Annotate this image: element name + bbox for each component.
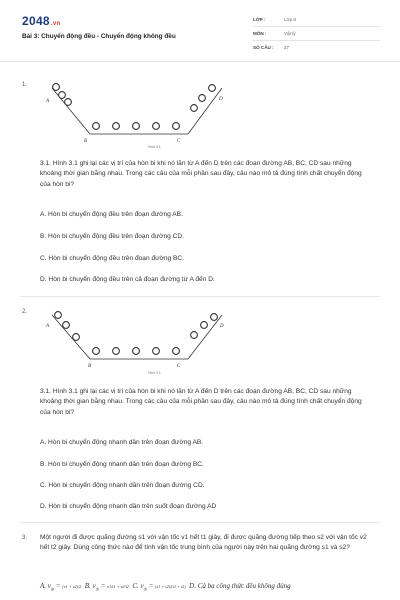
divider	[253, 26, 380, 27]
option-d[interactable]: D. Hòn bi chuyển động nhanh dần trên suốt đoạn đường AD	[40, 503, 217, 510]
option-b[interactable]: B. Hòn bi chuyển động đều trên đoạn đường CD.	[40, 233, 185, 240]
count-label: SỐ CÂU :	[253, 45, 274, 50]
lesson-title: Bài 3: Chuyển động đều - Chuyển động không đều	[22, 33, 176, 40]
divider	[253, 40, 380, 41]
ball-track-figure	[40, 307, 230, 377]
logo-text: 2048	[22, 14, 50, 28]
ball-track-figure	[40, 80, 230, 150]
option-a-formula[interactable]: A. $v_{tb} = (v1 + v2)/2$	[40, 582, 82, 592]
point-label-b: B	[84, 139, 88, 144]
point-label-d: D	[220, 324, 224, 329]
point-label-c: C	[177, 364, 181, 369]
question-divider	[20, 522, 380, 523]
question-number: 2.	[22, 309, 28, 315]
option-c[interactable]: C. Hòn bi chuyển động nhanh dần trên đoạn đường CD.	[40, 482, 205, 489]
question-number: 3.	[22, 535, 28, 541]
figure-caption: Hình 3.1	[148, 145, 161, 149]
question-stem: 3.1. Hình 3.1 ghi lại các vị trí của hòn bi khi nó lăn từ A đến D trên các đoạn đường AB, BC, CD sau những khoảng thời gian bằng nhau. Trong các câu của mỗi phần sau đây, câu nào mô tả đúng tính chất chuyển động của hòn bi?	[40, 160, 362, 188]
point-label-c: C	[177, 139, 181, 144]
site-logo[interactable]	[22, 14, 60, 28]
logo-suffix: .vn	[50, 21, 61, 27]
question-stem: 3.1. Hình 3.1 ghi lại các vị trí của hòn bi khi nó lăn từ A đến D trên các đoạn đường AB, BC, CD sau những khoảng thời gian bằng nhau. Trong các câu của mỗi phần sau đây, câu nào mô tả đúng tính chất chuyển động của hòn bi?	[40, 388, 362, 416]
figure-caption: Hình 3.1	[148, 371, 161, 375]
option-c[interactable]: C. Hòn bi chuyển động đều trên đoạn đường BC.	[40, 255, 185, 262]
point-label-a: A	[46, 99, 50, 104]
formula-options	[40, 582, 400, 591]
subject-value: Vật lý	[284, 31, 296, 36]
point-label-a: A	[46, 324, 50, 329]
subject-label: MÔN :	[253, 31, 267, 36]
page-header	[0, 0, 400, 62]
option-a[interactable]: A. Hòn bi chuyển động nhanh dần trên đoạn đường AB.	[40, 439, 204, 446]
count-value: 27	[284, 45, 290, 50]
ball-positions	[55, 312, 218, 355]
class-value: Lớp 8	[284, 17, 296, 22]
class-label: LỚP :	[253, 17, 266, 22]
ball-positions	[53, 84, 216, 130]
option-c-formula[interactable]: C. $v_{tb} = (s1 + s2)/(t1 + t2)$	[132, 582, 186, 592]
option-a[interactable]: A. Hòn bi chuyển động đều trên đoạn đường AB.	[40, 211, 183, 218]
point-label-b: B	[88, 364, 92, 369]
option-d[interactable]: D. Hòn bi chuyển động đều trên cả đoạn đường từ A đến D.	[40, 276, 215, 283]
question-divider	[20, 296, 380, 297]
point-label-d: D	[219, 97, 223, 102]
option-d-formula[interactable]: D. Cả ba công thức đều không đúng	[189, 582, 291, 590]
option-b[interactable]: B. Hòn bi chuyển động nhanh dần trên đoạn đường BC.	[40, 461, 204, 468]
question-number: 1.	[22, 82, 28, 88]
option-b-formula[interactable]: B. $v_{tb} = v1/t1 + v2/t2$	[84, 582, 129, 592]
question-stem: Một người đi được quãng đường s1 với vận tốc v1 hết t1 giây, đi được quãng đường tiếp theo s2 với vận tốc v2 hết t2 giây. Dùng công thức nào để tính vận tốc trung bình của người này trên hai quãng đường s1 và s2?	[40, 534, 367, 552]
